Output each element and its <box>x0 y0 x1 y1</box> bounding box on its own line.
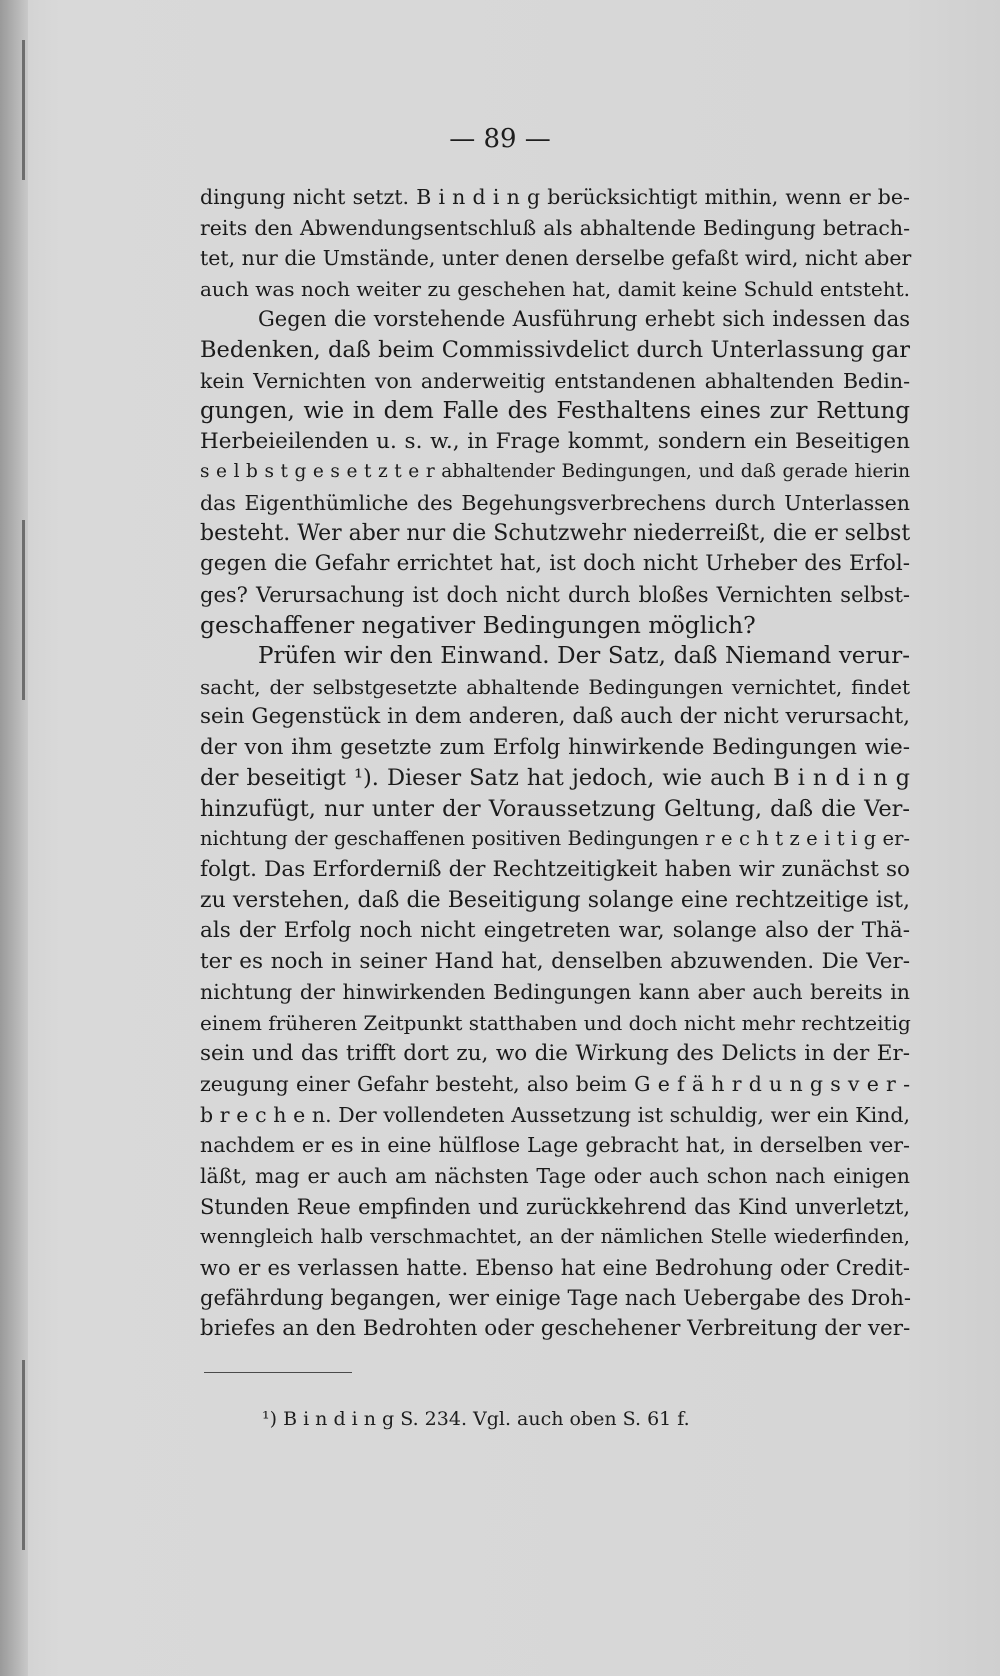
text-line: sacht, der selbstgesetzte abhaltende Bedingungen vernichtet, findet <box>200 674 910 699</box>
text-line: kein Vernichten von anderweitig entstandenen abhaltenden Bedin- <box>200 368 910 393</box>
text-line: Bedenken, daß beim Commissivdelict durch Unterlassung gar <box>200 336 910 363</box>
text-line: läßt, mag er auch am nächsten Tage oder auch schon nach einigen <box>200 1164 910 1188</box>
text-line: Herbeieilenden u. s. w., in Frage kommt, sondern ein Beseitigen <box>200 428 910 454</box>
text-line: b r e c h e n. Der vollendeten Aussetzung ist schuldig, wer ein Kind, <box>200 1102 910 1127</box>
text-line: geschaffener negativer Bedingungen möglich? <box>200 611 756 640</box>
text-line: der von ihm gesetzte zum Erfolg hinwirkende Bedingungen wie- <box>200 734 910 760</box>
text-line: dingung nicht setzt. B i n d i n g berücksichtigt mithin, wenn er be- <box>200 185 910 209</box>
text-line: Prüfen wir den Einwand. Der Satz, daß Niemand verur- <box>258 642 910 669</box>
text-line: zu verstehen, daß die Beseitigung solange eine rechtzeitige ist, <box>200 887 910 913</box>
text-line: wenngleich halb verschmachtet, an der nämlichen Stelle wiederfinden, <box>200 1225 910 1249</box>
text-line: als der Erfolg noch nicht eingetreten war, solange also der Thä- <box>200 918 910 944</box>
text-line: der beseitigt ¹). Dieser Satz hat jedoch, wie auch B i n d i n g <box>200 765 910 792</box>
text-line: tet, nur die Umstände, unter denen derselbe gefaßt wird, nicht aber <box>200 246 912 271</box>
text-line: sein Gegenstück in dem anderen, daß auch der nicht verursacht, <box>200 704 910 730</box>
text-line: hinzufügt, nur unter der Voraussetzung Geltung, daß die Ver- <box>200 795 910 822</box>
body-text <box>200 182 910 1345</box>
text-line: gungen, wie in dem Falle des Festhaltens eines zur Rettung <box>200 398 910 425</box>
text-line: s e l b s t g e s e t z t e r abhaltender Bedingungen, und daß gerade hierin <box>200 461 910 483</box>
text-line: Gegen die vorstehende Ausführung erhebt sich indessen das <box>258 307 910 332</box>
text-line: nichtung der geschaffenen positiven Bedingungen r e c h t z e i t i g er- <box>200 827 910 851</box>
text-line: einem früheren Zeitpunkt statthaben und doch nicht mehr rechtzeitig <box>200 1011 911 1036</box>
footnote: ¹) B i n d i n g S. 234. Vgl. auch oben S. 61 f. <box>262 1408 690 1430</box>
text-line: ges? Verursachung ist doch nicht durch bloßes Vernichten selbst- <box>200 582 910 607</box>
text-line: wo er es verlassen hatte. Ebenso hat eine Bedrohung oder Credit- <box>200 1255 910 1280</box>
page-number: — 89 — <box>449 124 551 154</box>
binding-thread <box>22 520 25 700</box>
text-line: gefährdung begangen, wer einige Tage nach Uebergabe des Droh- <box>200 1286 911 1311</box>
binding-thread <box>22 40 25 180</box>
text-line: reits den Abwendungsentschluß als abhaltende Bedingung betrach- <box>200 215 910 240</box>
text-line: das Eigenthümliche des Begehungsverbrechens durch Unterlassen <box>200 490 910 515</box>
text-line: gegen die Gefahr errichtet hat, ist doch nicht Urheber des Erfol- <box>200 551 910 577</box>
text-line: nichtung der hinwirkenden Bedingungen kann aber auch bereits in <box>200 980 910 1005</box>
text-line: zeugung einer Gefahr besteht, also beim G e f ä h r d u n g s v e r - <box>200 1072 910 1097</box>
text-line: besteht. Wer aber nur die Schutzwehr niederreißt, die er selbst <box>200 520 911 546</box>
text-line: nachdem er es in eine hülflose Lage gebracht hat, in derselben ver- <box>200 1133 910 1158</box>
binding-thread <box>22 1360 25 1550</box>
text-line: sein und das trifft dort zu, wo die Wirkung des Delicts in der Er- <box>200 1040 910 1066</box>
text-line: Stunden Reue empfinden und zurückkehrend das Kind unverletzt, <box>200 1194 910 1219</box>
text-line: briefes an den Bedrohten oder geschehener Verbreitung der ver- <box>200 1315 911 1341</box>
text-line: folgt. Das Erforderniß der Rechtzeitigkeit haben wir zunächst so <box>200 857 910 883</box>
footnote-rule <box>204 1372 352 1373</box>
text-line: ter es noch in seiner Hand hat, denselben abzuwenden. Die Ver- <box>200 948 910 974</box>
text-line: auch was noch weiter zu geschehen hat, damit keine Schuld entsteht. <box>200 276 910 301</box>
